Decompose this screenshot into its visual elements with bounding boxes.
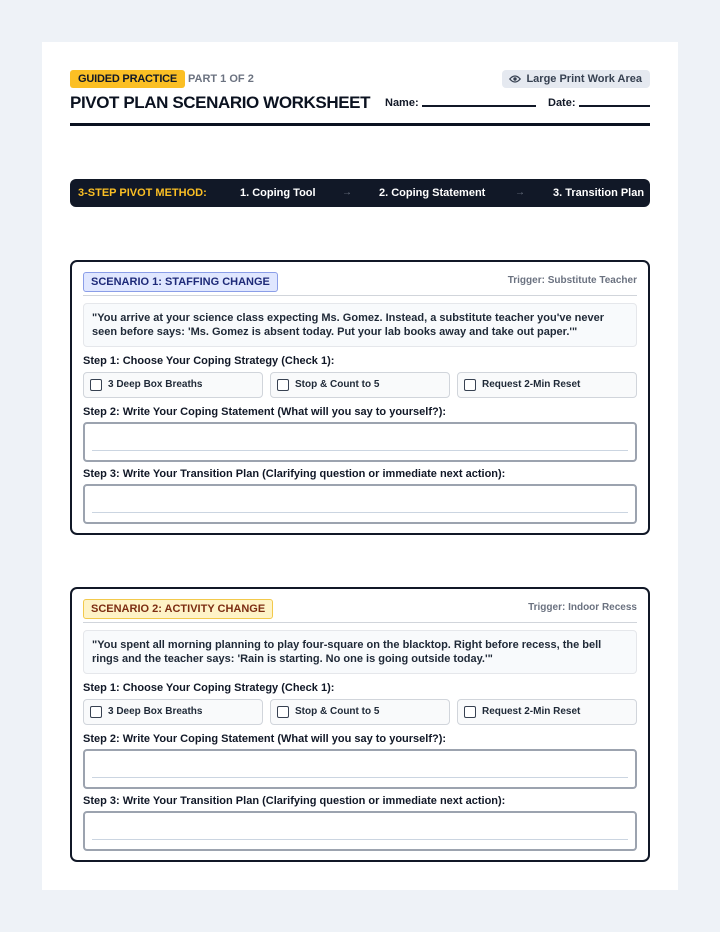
checkbox[interactable] [90,379,102,391]
checkbox[interactable] [277,706,289,718]
part-indicator: PART 1 OF 2 [188,73,254,85]
method-step-1: 1. Coping Tool [240,187,316,199]
card-divider [83,295,637,296]
step-1-label: Step 1: Choose Your Coping Strategy (Check 1): [83,355,335,367]
arrow-right-icon: → [342,187,352,198]
method-step-2: 2. Coping Statement [379,187,486,199]
name-field[interactable] [422,105,536,107]
method-label: 3-STEP PIVOT METHOD: [78,187,207,199]
scenario-card-2 [70,587,650,862]
header-top-row [70,70,650,88]
coping-option-breaths[interactable] [83,699,263,725]
name-label: Name: [385,97,419,109]
arrow-right-icon: → [515,187,525,198]
option-label: Stop & Count to 5 [295,706,380,717]
scenario-trigger: Trigger: Substitute Teacher [507,275,637,286]
coping-statement-field[interactable] [83,749,637,789]
step-2-label: Step 2: Write Your Coping Statement (What will you say to yourself?): [83,733,447,745]
transition-plan-field[interactable] [83,484,637,524]
coping-option-reset[interactable] [457,372,637,398]
card-divider [83,622,637,623]
checkbox[interactable] [464,706,476,718]
option-label: Stop & Count to 5 [295,379,380,390]
worksheet-page [42,42,678,890]
method-step-3: 3. Transition Plan [553,187,645,199]
coping-option-count[interactable] [270,699,450,725]
guided-practice-badge: GUIDED PRACTICE [70,70,185,88]
scenario-tag: SCENARIO 1: STAFFING CHANGE [83,272,278,292]
checkbox[interactable] [277,379,289,391]
coping-statement-field[interactable] [83,422,637,462]
coping-option-count[interactable] [270,372,450,398]
pivot-method-bar [70,179,650,207]
step-2-label: Step 2: Write Your Coping Statement (What will you say to yourself?): [83,406,447,418]
step-1-label: Step 1: Choose Your Coping Strategy (Check 1): [83,682,335,694]
option-label: Request 2-Min Reset [482,706,581,717]
scenario-trigger: Trigger: Indoor Recess [528,602,637,613]
eye-icon [509,74,521,84]
large-print-label: Large Print Work Area [526,73,642,85]
large-print-button[interactable] [502,70,650,88]
scenario-quote: "You spent all morning planning to play four-square on the blacktop. Right before recess, the bell rings and the teacher says: 'Rain is starting. No one is going outside today.'" [83,630,637,674]
page-title: PIVOT PLAN SCENARIO WORKSHEET [70,93,371,112]
scenario-card-1 [70,260,650,535]
transition-plan-field[interactable] [83,811,637,851]
date-field[interactable] [579,105,650,107]
date-label: Date: [548,97,576,109]
option-label: Request 2-Min Reset [482,379,581,390]
scenario-quote: "You arrive at your science class expecting Ms. Gomez. Instead, a substitute teacher you've never seen before says: 'Ms. Gomez is absent today. Put your lab books away and take out paper.'" [83,303,637,347]
scenario-tag: SCENARIO 2: ACTIVITY CHANGE [83,599,273,619]
checkbox[interactable] [464,379,476,391]
step-3-label: Step 3: Write Your Transition Plan (Clarifying question or immediate next action): [83,795,506,807]
header-divider [70,123,650,126]
coping-option-breaths[interactable] [83,372,263,398]
step-3-label: Step 3: Write Your Transition Plan (Clarifying question or immediate next action): [83,468,506,480]
coping-option-reset[interactable] [457,699,637,725]
option-label: 3 Deep Box Breaths [108,379,203,390]
checkbox[interactable] [90,706,102,718]
option-label: 3 Deep Box Breaths [108,706,203,717]
